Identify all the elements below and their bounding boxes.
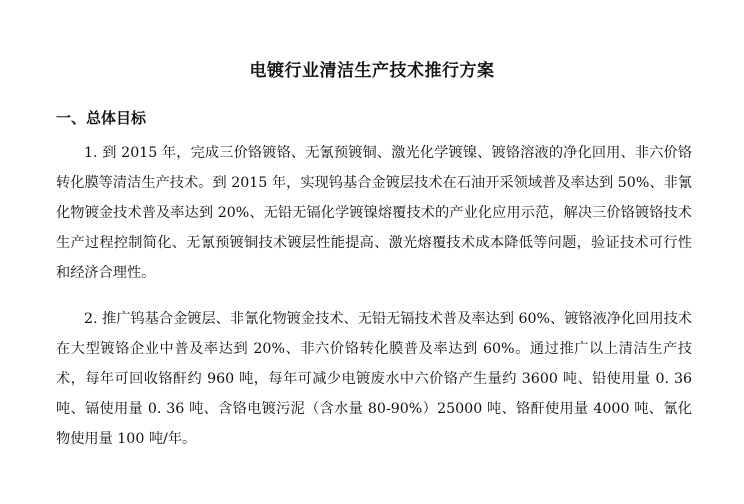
paragraph-goal-1: 1. 到 2015 年，完成三价铬镀铬、无氰预镀铜、激光化学镀镍、镀铬溶液的净化回用、非六价铬转化膜等清洁生产技术。到 2015 年，实现钨基合金镀层技术在石油开采领域普及率达到 50%、非氰化物镀金技术普及率达到 20%、无铅无镉化学镀镍熔覆技术的产业化应用示范，解决三价铬镀铬技术生产过程控制简化、无氰预镀铜技术镀层性能提高、激光熔覆技术成本降低等问题，验证技术可行性和经济合理性。 [56, 145, 692, 281]
paragraph-goal-2: 2. 推广钨基合金镀层、非氰化物镀金技术、无铅无镉技术普及率达到 60%、镀铬液净化回用技术在大型镀铬企业中普及率达到 20%、非六价铬转化膜普及率达到 60%。通过推广以上清洁生产技术，每年可回收铬酐约 960 吨，每年可减少电镀废水中六价铬产生量约 3600 吨、铅使用量 0. 36 吨、镉使用量 0. 36 吨、含铬电镀污泥（含水量 80-90%）25000 吨、铬酐使用量 4000 吨、氰化物使用量 100 吨/年。 [56, 311, 692, 447]
section-heading: 一、总体目标 [56, 109, 147, 127]
document-title: 电镀行业清洁生产技术推行方案 [249, 61, 495, 81]
